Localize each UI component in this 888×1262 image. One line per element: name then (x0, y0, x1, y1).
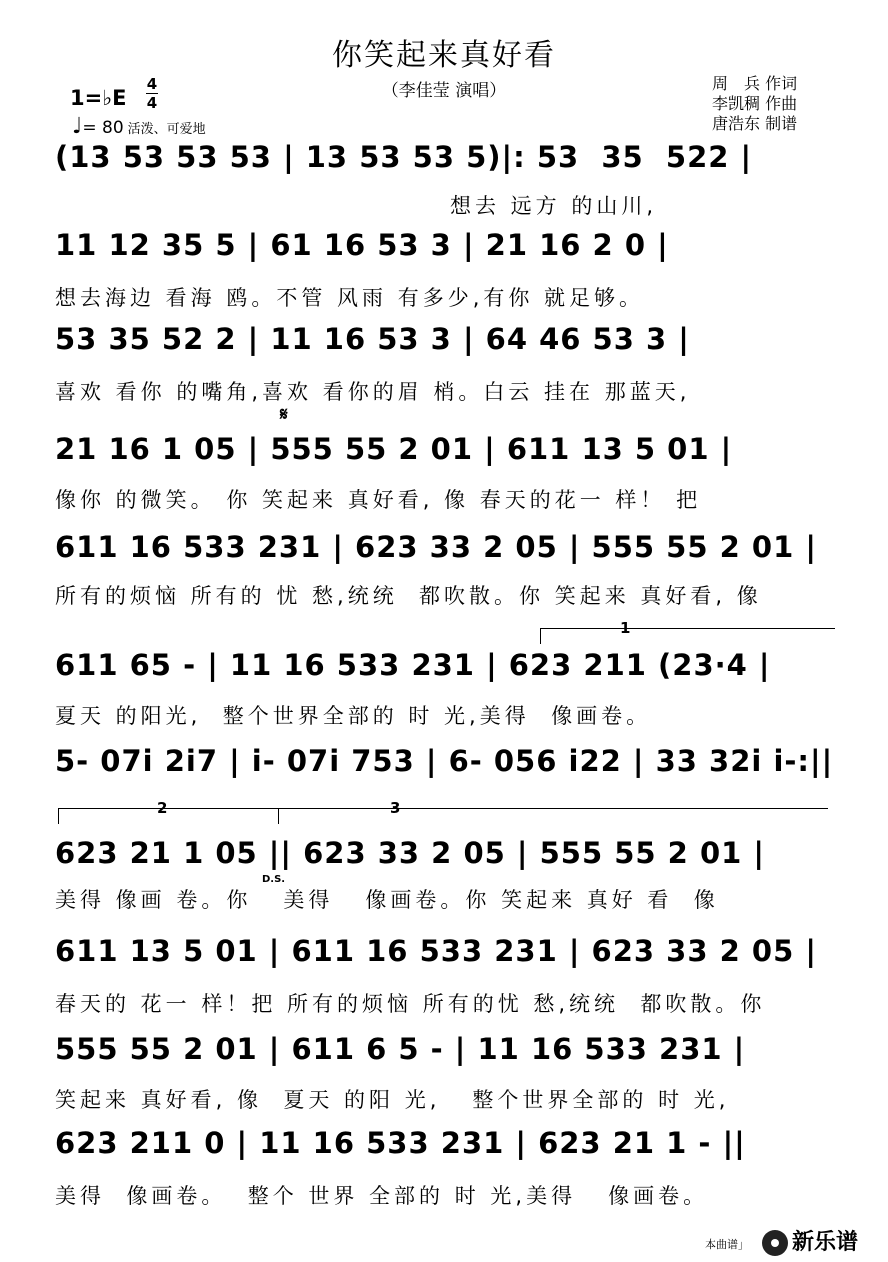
score-line-9-lyrics: 春天的 花一 样！把 所有的烦恼 所有的忧 愁,统统 都吹散。你 (55, 992, 766, 1016)
quarter-note-icon: ♩ (72, 114, 83, 139)
time-top: 4 (146, 75, 158, 93)
footer-source: 本曲谱」 (705, 1238, 749, 1251)
score-line-6-notes: 611 65 - | 11 16 533 231 | 623 211 (23·4 | (55, 648, 771, 682)
score-line-10-notes: 555 55 2 01 | 611 6 5 - | 11 16 533 231 | (55, 1032, 746, 1066)
key-signature: 1=♭E (70, 86, 127, 110)
score-line-1-lyrics: 想去 远方 的山川, (55, 194, 658, 218)
singer-credit: （李佳莹 演唱） (381, 81, 507, 101)
score-line-9-notes: 611 13 5 01 | 611 16 533 231 | 623 33 2 05 | (55, 934, 817, 968)
vinyl-disc-icon (762, 1230, 788, 1256)
volta-number-1: 1 (620, 619, 631, 637)
score-line-5-lyrics: 所有的烦恼 所有的 忧 愁,统统 都吹散。你 笑起来 真好看, 像 (55, 584, 762, 608)
segno-icon: 𝄋 (280, 404, 288, 425)
score-line-1-notes: (13 53 53 53 | 13 53 53 5)|: 53 35 522 | (55, 140, 753, 174)
score-line-3-notes: 53 35 52 2 | 11 16 53 3 | 64 46 53 3 | (55, 322, 690, 356)
expression: 活泼、可爱地 (127, 122, 206, 137)
score-line-2-lyrics: 想去海边 看海 鸥。不管 风雨 有多少,有你 就足够。 (55, 286, 645, 310)
tempo-mark (72, 114, 206, 139)
song-title: 你笑起来真好看 (332, 38, 556, 73)
time-signature (146, 76, 158, 111)
score-line-6-lyrics: 夏天 的阳光, 整个世界全部的 时 光,美得 像画卷。 (55, 704, 652, 728)
score-line-11-lyrics: 美得 像画卷。 整个 世界 全部的 时 光,美得 像画卷。 (55, 1184, 709, 1208)
score-line-4-notes: 21 16 1 05 | 555 55 2 01 | 611 13 5 01 | (55, 432, 733, 466)
brand-name: 新乐谱 (792, 1230, 859, 1255)
score-line-2-notes: 11 12 35 5 | 61 16 53 3 | 21 16 2 0 | (55, 228, 669, 262)
time-bottom: 4 (146, 94, 158, 112)
credit-lyricist: 周 兵 作词 (712, 74, 798, 93)
volta-number-2: 2 (157, 799, 168, 817)
score-line-4-lyrics: 像你 的微笑。 你 笑起来 真好看, 像 春天的花一 样！ 把 (55, 488, 702, 512)
credits (712, 74, 797, 134)
ds-mark: D.S. (262, 874, 286, 885)
credit-arranger: 唐浩东 制谱 (712, 114, 798, 133)
score-line-8-lyrics: 美得 像画 卷。你 美得 像画卷。你 笑起来 真好 看 像 (55, 888, 719, 912)
credit-composer: 李凯稠 作曲 (712, 94, 798, 113)
volta-number-3: 3 (390, 799, 401, 817)
volta-bracket-1 (540, 628, 835, 629)
tempo-value: = 80 (82, 118, 124, 138)
score-line-5-notes: 611 16 533 231 | 623 33 2 05 | 555 55 2 01 | (55, 530, 817, 564)
volta-bracket-2-3 (58, 808, 828, 809)
score-line-8-notes: 623 21 1 05 || 623 33 2 05 | 555 55 2 01 | (55, 836, 765, 870)
score-line-10-lyrics: 笑起来 真好看, 像 夏天 的阳 光, 整个世界全部的 时 光, (55, 1088, 730, 1112)
brand-logo (762, 1225, 858, 1256)
score-line-11-notes: 623 211 0 | 11 16 533 231 | 623 21 1 - || (55, 1126, 746, 1160)
score-line-3-lyrics: 喜欢 看你 的嘴角,喜欢 看你的眉 梢。白云 挂在 那蓝天, (55, 380, 691, 404)
score-line-7-notes: 5- 07i 2i7 | i- 07i 753 | 6- 056 i22 | 33 32i i-:|| (55, 744, 834, 778)
